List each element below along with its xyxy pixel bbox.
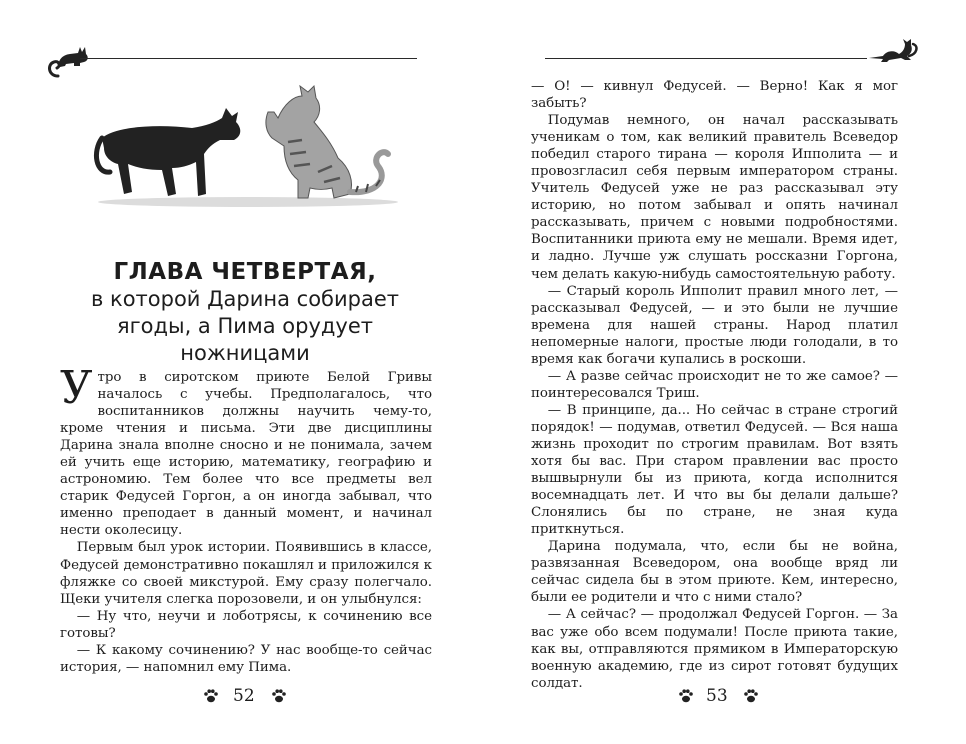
page-number: 53 <box>706 686 728 706</box>
paragraph: — А разве сейчас происходит не то же самое? — поинтересовался Триш. <box>531 368 898 401</box>
chapter-number: ГЛАВА ЧЕТВЕРТАЯ, <box>113 259 377 285</box>
paragraph: — О! — кивнул Федусей. — Верно! Как я мог забыть? <box>531 79 898 112</box>
stretching-cat-icon <box>867 36 919 64</box>
paw-print-icon <box>271 688 287 704</box>
drop-cap: У <box>60 361 93 414</box>
paragraph: Утро в сиротском приюте Белой Гривы началось с учебы. Предполагалось, что воспитанников должны научить чему-то, кроме чтения и письма. Эти две дисциплины Дарина знала вполне сносно и не понимала, зачем ей учить еще историю, математику, географию и астрономию. Тем более что все предметы вел старик Федусей Горгон, а он иногда забывал, что именно преподает в данный момент, и начинал нести околесицу. <box>60 361 432 539</box>
chapter-subtitle-line: ножницами <box>180 341 310 365</box>
chapter-heading <box>60 258 430 367</box>
header-rule <box>545 58 867 59</box>
paragraph: — Ну что, неучи и лоботрясы, к сочинению все готовы? <box>60 608 432 641</box>
cat-silhouette-icon <box>44 38 94 80</box>
paragraph: Подумав немного, он начал рассказывать ученикам о том, как великий правитель Всеведор победил старого тирана — короля Ипполита — и провозгласил себя первым императором страны. Учитель Федусей уже не раз рассказывал эту историю, но потом забывал и опять начинал рассказывать, причем с новыми подробностями. Воспитанники приюта ему не мешали. Время идет, и ладно. Лучше уж слушать россказни Горгона, чем делать какую-нибудь самостоятельную работу. <box>531 113 898 282</box>
paragraph: — В принципе, да... Но сейчас в стране строгий порядок! — подумав, ответил Федусей. — Вся наша жизнь проходит по строгим правилам. Вот взять хотя бы вас. При старом правлении вас просто вышвырнули бы из приюта, когда исполнится восемнадцать лет. И что вы бы делали дальше? Слонялись бы по стране, не зная куда приткнуться. <box>531 402 898 538</box>
two-cats-illustration <box>88 82 410 216</box>
paragraph: — К какому сочинению? У нас вообще-то сейчас история, — напомнил ему Пима. <box>60 642 432 675</box>
page-number: 52 <box>233 686 255 706</box>
paragraph: Первым был урок истории. Появившись в классе, Федусей демонстративно покашлял и приложился к фляжке со своей микстурой. Ему сразу полегчало. Щеки учителя слегка порозовели, и он улыбнулся: <box>60 540 432 607</box>
paragraph: Дарина подумала, что, если бы не война, развязанная Всеведором, она вообще вряд ли сейчас сидела бы в этом приюте. Кем, интересно, были ее родители и что с ними стало? <box>531 539 898 606</box>
paw-print-icon <box>678 688 694 704</box>
paragraph: — Старый король Ипполит правил много лет, — рассказывал Федусей, — и это были не лучшие времена для нашей страны. Народ платил непомерные налоги, простые люди голодали, в то время как богачи купались в роскоши. <box>531 283 898 367</box>
paragraph: — А сейчас? — продолжал Федусей Горгон. — За вас уже обо всем подумали! После приюта такие, как вы, отправляются прямиком в Императорскую военную академию, где из сирот готовят будущих солдат. <box>531 607 898 691</box>
right-body-text <box>531 78 898 692</box>
header-rule <box>80 58 417 59</box>
right-page <box>483 0 966 744</box>
chapter-subtitle-line: ягоды, а Пима орудует <box>116 314 374 338</box>
chapter-subtitle-line: в которой Дарина собирает <box>90 287 400 311</box>
paw-print-icon <box>203 688 219 704</box>
paw-print-icon <box>743 688 759 704</box>
left-body-text <box>60 361 432 676</box>
